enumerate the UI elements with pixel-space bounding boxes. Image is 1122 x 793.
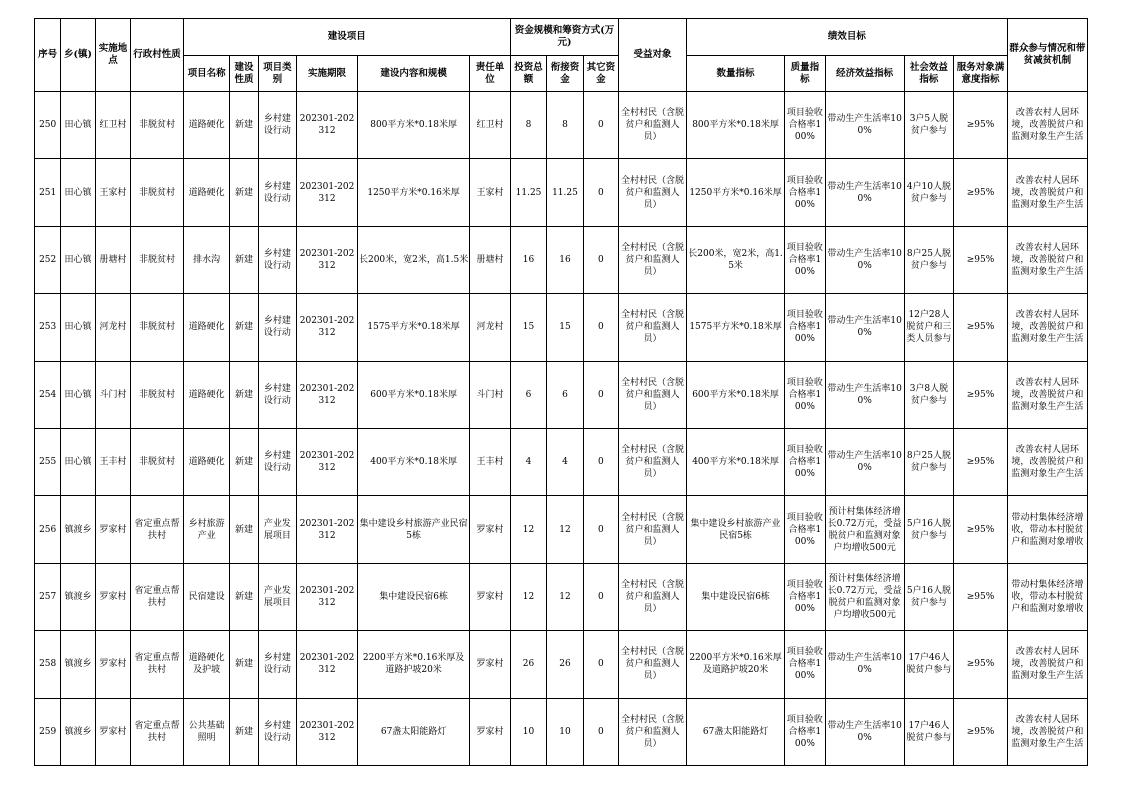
cell-nature: 新建 [230, 159, 258, 226]
cell-unit: 王家村 [470, 159, 511, 226]
cell-vtype: 省定重点帮扶村 [131, 496, 184, 563]
cell-quantity: 1575平方米*0.18米厚 [686, 294, 784, 361]
cell-economic: 预计村集体经济增长0.72万元，受益脱贫户和监测对象户均增收500元 [825, 563, 904, 630]
project-table [34, 18, 1088, 766]
header-responsible: 责任单位 [470, 56, 511, 92]
cell-content: 集中建设乡村旅游产业民宿5栋 [357, 496, 469, 563]
cell-town: 镇渡乡 [61, 496, 95, 563]
cell-total: 10 [510, 698, 546, 765]
cell-vtype: 省定重点帮扶村 [131, 698, 184, 765]
cell-nature: 新建 [230, 496, 258, 563]
cell-satisfaction: ≥95% [954, 563, 1008, 630]
cell-mechanism: 改善农村人居环境，改善脱贫户和监测对象生产生活 [1007, 92, 1087, 159]
cell-quality: 项目验收合格率100% [785, 294, 825, 361]
cell-quantity: 600平方米*0.18米厚 [686, 361, 784, 428]
cell-nature: 新建 [230, 428, 258, 495]
table-row [35, 496, 1088, 563]
cell-period: 202301-202312 [297, 294, 358, 361]
cell-unit: 罗家村 [470, 698, 511, 765]
cell-linked: 8 [547, 92, 583, 159]
cell-quality: 项目验收合格率100% [785, 361, 825, 428]
cell-quantity: 1250平方米*0.16米厚 [686, 159, 784, 226]
cell-economic: 带动生产生活率100% [825, 631, 904, 698]
cell-unit: 罗家村 [470, 496, 511, 563]
cell-unit: 河龙村 [470, 294, 511, 361]
cell-satisfaction: ≥95% [954, 92, 1008, 159]
cell-site: 罗家村 [95, 631, 130, 698]
header-content-scale: 建设内容和规模 [357, 56, 469, 92]
cell-economic: 带动生产生活率100% [825, 226, 904, 293]
cell-other: 0 [583, 563, 618, 630]
cell-seq: 252 [35, 226, 61, 293]
cell-seq: 253 [35, 294, 61, 361]
cell-period: 202301-202312 [297, 496, 358, 563]
cell-mechanism: 改善农村人居环境，改善脱贫户和监测对象生产生活 [1007, 294, 1087, 361]
cell-unit: 王丰村 [470, 428, 511, 495]
cell-quantity: 400平方米*0.18米厚 [686, 428, 784, 495]
cell-town: 镇渡乡 [61, 563, 95, 630]
cell-mechanism: 改善农村人居环境，改善脱贫户和监测对象生产生活 [1007, 698, 1087, 765]
cell-other: 0 [583, 631, 618, 698]
cell-category: 乡村建设行动 [258, 361, 296, 428]
cell-linked: 15 [547, 294, 583, 361]
cell-beneficiary: 全村村民（含脱贫户和监测人员） [619, 92, 687, 159]
cell-mechanism: 改善农村人居环境，改善脱贫户和监测对象生产生活 [1007, 159, 1087, 226]
cell-vtype: 省定重点帮扶村 [131, 563, 184, 630]
cell-category: 乡村建设行动 [258, 92, 296, 159]
cell-total: 11.25 [510, 159, 546, 226]
cell-site: 斗门村 [95, 361, 130, 428]
header-town: 乡(镇) [61, 19, 95, 92]
cell-category: 乡村建设行动 [258, 631, 296, 698]
cell-content: 400平方米*0.18米厚 [357, 428, 469, 495]
cell-linked: 26 [547, 631, 583, 698]
header-project-category: 项目类别 [258, 56, 296, 92]
header-quality-index: 质量指标 [785, 56, 825, 92]
header-linked-funds: 衔接资金 [547, 56, 583, 92]
cell-name: 道路硬化 [183, 159, 230, 226]
cell-satisfaction: ≥95% [954, 698, 1008, 765]
header-total-invest: 投资总额 [510, 56, 546, 92]
cell-site: 红卫村 [95, 92, 130, 159]
cell-town: 田心镇 [61, 226, 95, 293]
cell-beneficiary: 全村村民（含脱贫户和监测人员） [619, 631, 687, 698]
cell-beneficiary: 全村村民（含脱贫户和监测人员） [619, 428, 687, 495]
cell-other: 0 [583, 92, 618, 159]
cell-vtype: 非脱贫村 [131, 294, 184, 361]
cell-mechanism: 改善农村人居环境，改善脱贫户和监测对象生产生活 [1007, 361, 1087, 428]
header-performance: 绩效目标 [686, 19, 1007, 56]
cell-nature: 新建 [230, 92, 258, 159]
cell-satisfaction: ≥95% [954, 294, 1008, 361]
table-row [35, 428, 1088, 495]
cell-other: 0 [583, 294, 618, 361]
cell-other: 0 [583, 496, 618, 563]
cell-total: 16 [510, 226, 546, 293]
cell-beneficiary: 全村村民（含脱贫户和监测人员） [619, 361, 687, 428]
cell-quantity: 67盏太阳能路灯 [686, 698, 784, 765]
cell-vtype: 省定重点帮扶村 [131, 631, 184, 698]
cell-seq: 256 [35, 496, 61, 563]
cell-linked: 6 [547, 361, 583, 428]
cell-social: 8户25人脱贫户参与 [904, 226, 954, 293]
cell-site: 罗家村 [95, 563, 130, 630]
cell-town: 田心镇 [61, 159, 95, 226]
header-economic-index: 经济效益指标 [825, 56, 904, 92]
cell-satisfaction: ≥95% [954, 428, 1008, 495]
cell-satisfaction: ≥95% [954, 361, 1008, 428]
cell-site: 罗家村 [95, 698, 130, 765]
cell-social: 3户5人脱贫户参与 [904, 92, 954, 159]
header-project-name: 项目名称 [183, 56, 230, 92]
cell-economic: 带动生产生活率100% [825, 92, 904, 159]
cell-name: 道路硬化 [183, 361, 230, 428]
table-row [35, 563, 1088, 630]
header-satisfaction-index: 服务对象满意度指标 [954, 56, 1008, 92]
cell-total: 15 [510, 294, 546, 361]
table-row [35, 226, 1088, 293]
cell-seq: 255 [35, 428, 61, 495]
cell-satisfaction: ≥95% [954, 159, 1008, 226]
header-site: 实施地点 [95, 19, 130, 92]
cell-category: 乡村建设行动 [258, 226, 296, 293]
header-build-nature: 建设性质 [230, 56, 258, 92]
cell-town: 镇渡乡 [61, 631, 95, 698]
cell-name: 排水沟 [183, 226, 230, 293]
cell-category: 乡村建设行动 [258, 428, 296, 495]
cell-period: 202301-202312 [297, 92, 358, 159]
cell-content: 600平方米*0.18米厚 [357, 361, 469, 428]
header-funding: 资金规模和筹资方式(万元) [510, 19, 618, 56]
cell-quality: 项目验收合格率100% [785, 563, 825, 630]
cell-name: 道路硬化 [183, 294, 230, 361]
table-row [35, 159, 1088, 226]
cell-total: 26 [510, 631, 546, 698]
cell-quality: 项目验收合格率100% [785, 428, 825, 495]
cell-seq: 259 [35, 698, 61, 765]
cell-quality: 项目验收合格率100% [785, 631, 825, 698]
cell-quantity: 集中建设民宿6栋 [686, 563, 784, 630]
cell-name: 道路硬化 [183, 428, 230, 495]
cell-beneficiary: 全村村民（含脱贫户和监测人员） [619, 496, 687, 563]
cell-other: 0 [583, 428, 618, 495]
cell-linked: 11.25 [547, 159, 583, 226]
cell-period: 202301-202312 [297, 159, 358, 226]
cell-satisfaction: ≥95% [954, 226, 1008, 293]
cell-town: 田心镇 [61, 294, 95, 361]
cell-quantity: 2200平方米*0.16米厚及道路护坡20米 [686, 631, 784, 698]
cell-total: 8 [510, 92, 546, 159]
cell-quality: 项目验收合格率100% [785, 496, 825, 563]
cell-economic: 带动生产生活率100% [825, 428, 904, 495]
cell-beneficiary: 全村村民（含脱贫户和监测人员） [619, 294, 687, 361]
cell-other: 0 [583, 361, 618, 428]
cell-satisfaction: ≥95% [954, 631, 1008, 698]
cell-period: 202301-202312 [297, 428, 358, 495]
table-row [35, 294, 1088, 361]
cell-total: 4 [510, 428, 546, 495]
cell-nature: 新建 [230, 563, 258, 630]
cell-linked: 16 [547, 226, 583, 293]
cell-social: 3户8人脱贫户参与 [904, 361, 954, 428]
cell-mechanism: 带动村集体经济增收，带动本村脱贫户和监测对象增收 [1007, 563, 1087, 630]
cell-seq: 258 [35, 631, 61, 698]
cell-total: 12 [510, 496, 546, 563]
cell-period: 202301-202312 [297, 563, 358, 630]
header-beneficiary: 受益对象 [619, 19, 687, 92]
cell-site: 河龙村 [95, 294, 130, 361]
cell-social: 4户10人脱贫户参与 [904, 159, 954, 226]
cell-seq: 254 [35, 361, 61, 428]
header-construction: 建设项目 [183, 19, 510, 56]
cell-category: 产业发展项目 [258, 496, 296, 563]
cell-town: 田心镇 [61, 428, 95, 495]
cell-name: 民宿建设 [183, 563, 230, 630]
header-quantity-index: 数量指标 [686, 56, 784, 92]
cell-category: 乡村建设行动 [258, 159, 296, 226]
cell-category: 乡村建设行动 [258, 698, 296, 765]
cell-site: 王丰村 [95, 428, 130, 495]
cell-social: 17户46人脱贫户参与 [904, 698, 954, 765]
cell-period: 202301-202312 [297, 226, 358, 293]
table-row [35, 361, 1088, 428]
cell-mechanism: 带动村集体经济增收，带动本村脱贫户和监测对象增收 [1007, 496, 1087, 563]
cell-period: 202301-202312 [297, 631, 358, 698]
cell-seq: 251 [35, 159, 61, 226]
cell-economic: 带动生产生活率100% [825, 159, 904, 226]
cell-linked: 12 [547, 563, 583, 630]
cell-unit: 红卫村 [470, 92, 511, 159]
cell-quality: 项目验收合格率100% [785, 698, 825, 765]
table-body [35, 92, 1088, 766]
cell-period: 202301-202312 [297, 698, 358, 765]
cell-linked: 12 [547, 496, 583, 563]
cell-economic: 预计村集体经济增长0.72万元，受益脱贫户和监测对象户均增收500元 [825, 496, 904, 563]
cell-town: 田心镇 [61, 92, 95, 159]
cell-seq: 257 [35, 563, 61, 630]
cell-town: 镇渡乡 [61, 698, 95, 765]
table-row [35, 698, 1088, 765]
cell-quantity: 长200米，宽2米，高1.5米 [686, 226, 784, 293]
cell-category: 乡村建设行动 [258, 294, 296, 361]
cell-mechanism: 改善农村人居环境，改善脱贫户和监测对象生产生活 [1007, 631, 1087, 698]
cell-beneficiary: 全村村民（含脱贫户和监测人员） [619, 226, 687, 293]
header-village-type: 行政村性质 [131, 19, 184, 92]
cell-social: 8户25人脱贫户参与 [904, 428, 954, 495]
cell-site: 王家村 [95, 159, 130, 226]
cell-mechanism: 改善农村人居环境，改善脱贫户和监测对象生产生活 [1007, 428, 1087, 495]
header-seq: 序号 [35, 19, 61, 92]
header-other-funds: 其它资金 [583, 56, 618, 92]
cell-quality: 项目验收合格率100% [785, 226, 825, 293]
cell-social: 5户16人脱贫户参与 [904, 496, 954, 563]
cell-nature: 新建 [230, 361, 258, 428]
cell-seq: 250 [35, 92, 61, 159]
cell-vtype: 非脱贫村 [131, 428, 184, 495]
cell-economic: 带动生产生活率100% [825, 698, 904, 765]
cell-vtype: 非脱贫村 [131, 361, 184, 428]
cell-vtype: 非脱贫村 [131, 226, 184, 293]
cell-content: 800平方米*0.18米厚 [357, 92, 469, 159]
cell-nature: 新建 [230, 294, 258, 361]
cell-linked: 10 [547, 698, 583, 765]
cell-name: 乡村旅游产业 [183, 496, 230, 563]
cell-content: 1250平方米*0.16米厚 [357, 159, 469, 226]
cell-other: 0 [583, 698, 618, 765]
cell-unit: 册塘村 [470, 226, 511, 293]
cell-quality: 项目验收合格率100% [785, 159, 825, 226]
cell-beneficiary: 全村村民（含脱贫户和监测人员） [619, 159, 687, 226]
cell-name: 道路硬化及护坡 [183, 631, 230, 698]
header-social-index: 社会效益指标 [904, 56, 954, 92]
cell-quality: 项目验收合格率100% [785, 92, 825, 159]
cell-unit: 斗门村 [470, 361, 511, 428]
cell-content: 2200平方米*0.16米厚及道路护坡20米 [357, 631, 469, 698]
cell-social: 12户28人脱贫户和三类人员参与 [904, 294, 954, 361]
cell-economic: 带动生产生活率100% [825, 294, 904, 361]
cell-beneficiary: 全村村民（含脱贫户和监测人员） [619, 698, 687, 765]
cell-total: 12 [510, 563, 546, 630]
header-period: 实施期限 [297, 56, 358, 92]
cell-vtype: 非脱贫村 [131, 92, 184, 159]
cell-social: 5户16人脱贫户参与 [904, 563, 954, 630]
cell-beneficiary: 全村村民（含脱贫户和监测人员） [619, 563, 687, 630]
cell-category: 产业发展项目 [258, 563, 296, 630]
cell-other: 0 [583, 159, 618, 226]
cell-vtype: 非脱贫村 [131, 159, 184, 226]
header-participation: 群众参与情况和带贫减贫机制 [1007, 19, 1087, 92]
cell-nature: 新建 [230, 631, 258, 698]
cell-mechanism: 改善农村人居环境，改善脱贫户和监测对象生产生活 [1007, 226, 1087, 293]
cell-nature: 新建 [230, 226, 258, 293]
cell-site: 册塘村 [95, 226, 130, 293]
cell-content: 67盏太阳能路灯 [357, 698, 469, 765]
cell-total: 6 [510, 361, 546, 428]
cell-site: 罗家村 [95, 496, 130, 563]
cell-social: 17户46人脱贫户参与 [904, 631, 954, 698]
table-row [35, 631, 1088, 698]
cell-period: 202301-202312 [297, 361, 358, 428]
cell-content: 长200米，宽2米，高1.5米 [357, 226, 469, 293]
table-row [35, 92, 1088, 159]
cell-name: 道路硬化 [183, 92, 230, 159]
cell-economic: 带动生产生活率100% [825, 361, 904, 428]
cell-town: 田心镇 [61, 361, 95, 428]
cell-satisfaction: ≥95% [954, 496, 1008, 563]
cell-content: 集中建设民宿6栋 [357, 563, 469, 630]
cell-quantity: 800平方米*0.18米厚 [686, 92, 784, 159]
cell-nature: 新建 [230, 698, 258, 765]
cell-name: 公共基础照明 [183, 698, 230, 765]
cell-other: 0 [583, 226, 618, 293]
cell-unit: 罗家村 [470, 563, 511, 630]
cell-unit: 罗家村 [470, 631, 511, 698]
cell-quantity: 集中建设乡村旅游产业民宿5栋 [686, 496, 784, 563]
cell-linked: 4 [547, 428, 583, 495]
cell-content: 1575平方米*0.18米厚 [357, 294, 469, 361]
